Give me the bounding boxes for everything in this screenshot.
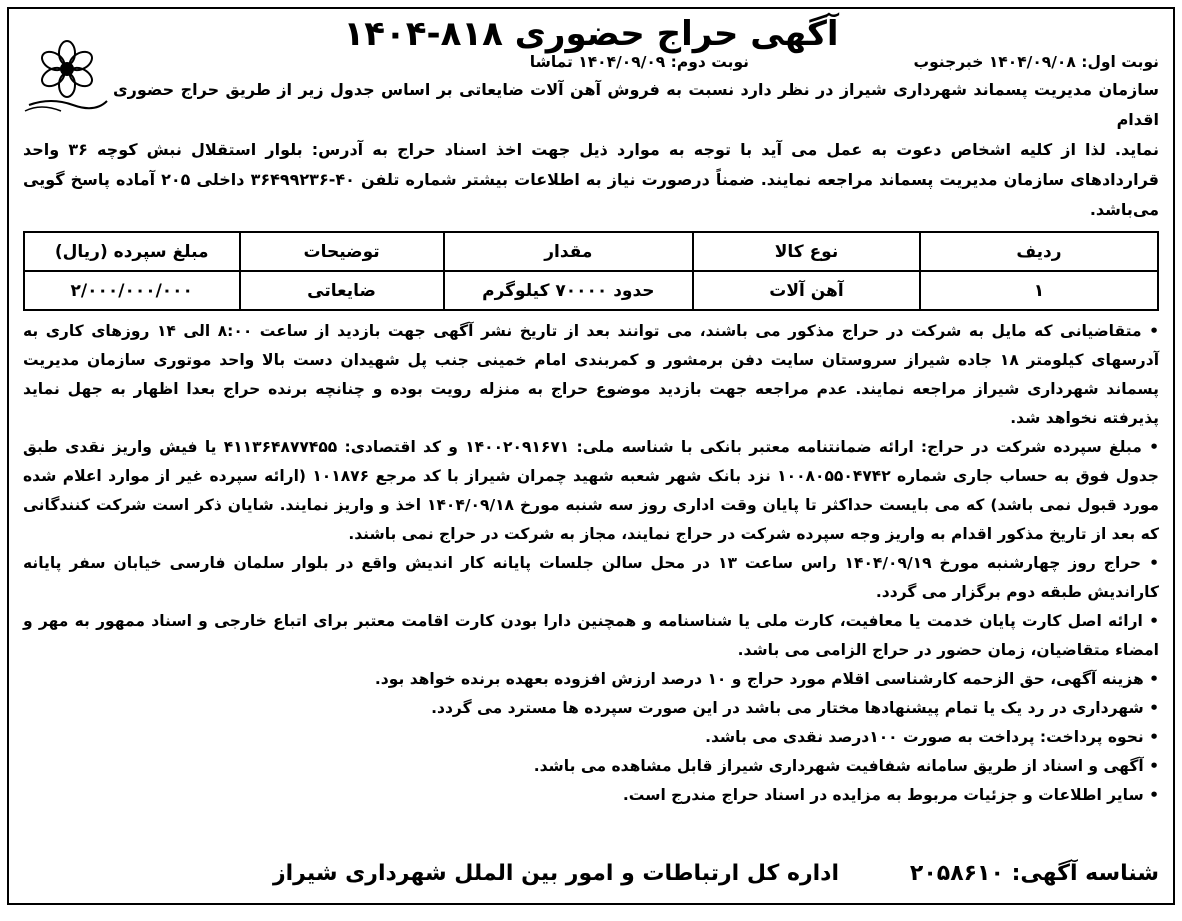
auction-notice: [7, 7, 1175, 905]
condition-visit: • متقاضیانی که مایل به شرکت در حراج مذکور می باشند، می توانند بعد از تاریخ نشر آگهی جهت بازدید از ساعت ۸:۰۰ الی ۱۴ روزهای کاری به آدرسهای کیلومتر ۱۸ جاده شیراز سروستان سایت دفن برمشور و کمربندی امام خمینی جنب پل شهیدان دست بالا واحد موتوری سازمان مدیریت پسماند شهرداری شیراز مراجعه نمایند. عدم مراجعه جهت بازدید موضوع حراج به منزله رویت بوده و چنانچه برنده حراج بعدا اظهار به جهل نماید پذیرفته نخواهد شد.: [23, 322, 1160, 427]
header-item-type: نوع کالا: [693, 232, 920, 271]
table-row: [24, 271, 1158, 310]
cell-deposit: ۲/۰۰۰/۰۰۰/۰۰۰: [24, 271, 240, 310]
department-name: اداره کل ارتباطات و امور بین الملل شهرداری شیراز: [272, 861, 839, 886]
cell-quantity: حدود ۷۰۰۰۰ کیلوگرم: [444, 271, 693, 310]
condition-transparency: • آگهی و اسناد از طریق سامانه شفافیت شهرداری شیراز قابل مشاهده می باشد.: [533, 757, 1159, 775]
condition-auction-time: • حراج روز چهارشنبه مورخ ۱۴۰۴/۰۹/۱۹ راس ساعت ۱۳ در محل سالن جلسات پایانه کار اندیش واقع در بلوار سلمان فارسی خیابان سفر پایانه کاراندیش طبقه دوم برگزار می گردد.: [23, 554, 1159, 601]
condition-costs: • هزینه آگهی، حق الزحمه کارشناسی اقلام مورد حراج و ۱۰ درصد ارزش افزوده بعهده برنده خواهد بود.: [374, 670, 1159, 688]
condition-rejection: • شهرداری در رد یک یا تمام پیشنهادها مختار می باشد در این صورت سپرده ها مسترد می گردد.: [431, 699, 1159, 717]
shiraz-municipality-logo: [21, 39, 111, 119]
notice-id: شناسه آگهی: ۲۰۵۸۶۱۰: [909, 861, 1159, 886]
notice-title: آگهی حراج حضوری ۸۱۸-۱۴۰۴: [343, 14, 839, 54]
flower-logo-icon: [21, 39, 111, 119]
condition-other: • سایر اطلاعات و جزئیات مربوط به مزایده در اسناد حراج مندرج است.: [622, 786, 1159, 804]
publication-dates: [23, 53, 1159, 75]
condition-documents: • ارائه اصل کارت پایان خدمت یا معافیت، کارت ملی یا شناسنامه و همچنین دارا بودن کارت اقامت معتبر برای اتباع خارجی و اسناد ممهور به مهر و امضاء متقاضیان، زمان حضور در حراج الزامی می باشد.: [23, 612, 1159, 659]
footer: [23, 855, 1159, 895]
cell-description: ضایعاتی: [240, 271, 444, 310]
header-row-number: ردیف: [920, 232, 1158, 271]
first-publication: نوبت اول: ۱۴۰۴/۰۹/۰۸ خبرجنوب: [913, 53, 1159, 71]
header-deposit: مبلغ سپرده (ریال): [24, 232, 240, 271]
conditions-list: [23, 317, 1159, 810]
condition-deposit: • مبلغ سپرده شرکت در حراج: ارائه ضمانتنامه معتبر بانکی با شناسه ملی: ۱۴۰۰۲۰۹۱۶۷۱ و کد اقتصادی: ۴۱۱۳۶۴۸۷۷۴۵۵ یا فیش واریز نقدی طبق جدول فوق به حساب جاری شماره ۱۰۰۸۰۵۵۰۴۷۴۲ نزد بانک شهر شعبه شهید چمران شیراز با کد مرجع ۱۰۱۸۷۶ (ارائه سپرده غیر از موارد اعلام شده مورد قبول نمی باشد) که می بایست حداکثر تا پایان وقت اداری روز سه شنبه مورخ ۱۴۰۴/۰۹/۱۸ اخذ و واریز نمایند. شایان ذکر است شرکت کنندگانی که بعد از تاریخ مذکور اقدام به واریز وجه سپرده شرکت در حراج نمایند، مجاز به شرکت در حراج نمی باشند.: [23, 438, 1160, 543]
second-publication: نوبت دوم: ۱۴۰۴/۰۹/۰۹ تماشا: [529, 53, 749, 71]
table-header-row: [24, 232, 1158, 271]
condition-payment: • نحوه پرداخت: پرداخت به صورت ۱۰۰درصد نقدی می باشد.: [705, 728, 1159, 746]
intro-line-1: سازمان مدیریت پسماند شهرداری شیراز در نظر دارد نسبت به فروش آهن آلات ضایعاتی بر اساس جدول زیر از طریق حراج حضوری اقدام: [113, 80, 1159, 129]
header-description: توضیحات: [240, 232, 444, 271]
items-table: [23, 231, 1159, 311]
header-quantity: مقدار: [444, 232, 693, 271]
intro-line-2: نماید. لذا از کلیه اشخاص دعوت به عمل می آید با توجه به موارد ذیل جهت اخذ اسناد حراج به آدرس: بلوار استقلال نبش کوچه ۳۶ واحد قراردادهای سازمان مدیریت پسماند مراجعه نمایند. ضمناً درصورت نیاز به اطلاعات بیشتر شماره تلفن ۴۰-۳۶۴۹۹۲۳۶ داخلی ۲۰۵ آماده پاسخ گویی می‌باشد.: [23, 140, 1160, 219]
cell-item-type: آهن آلات: [693, 271, 920, 310]
cell-row-number: ۱: [920, 271, 1158, 310]
